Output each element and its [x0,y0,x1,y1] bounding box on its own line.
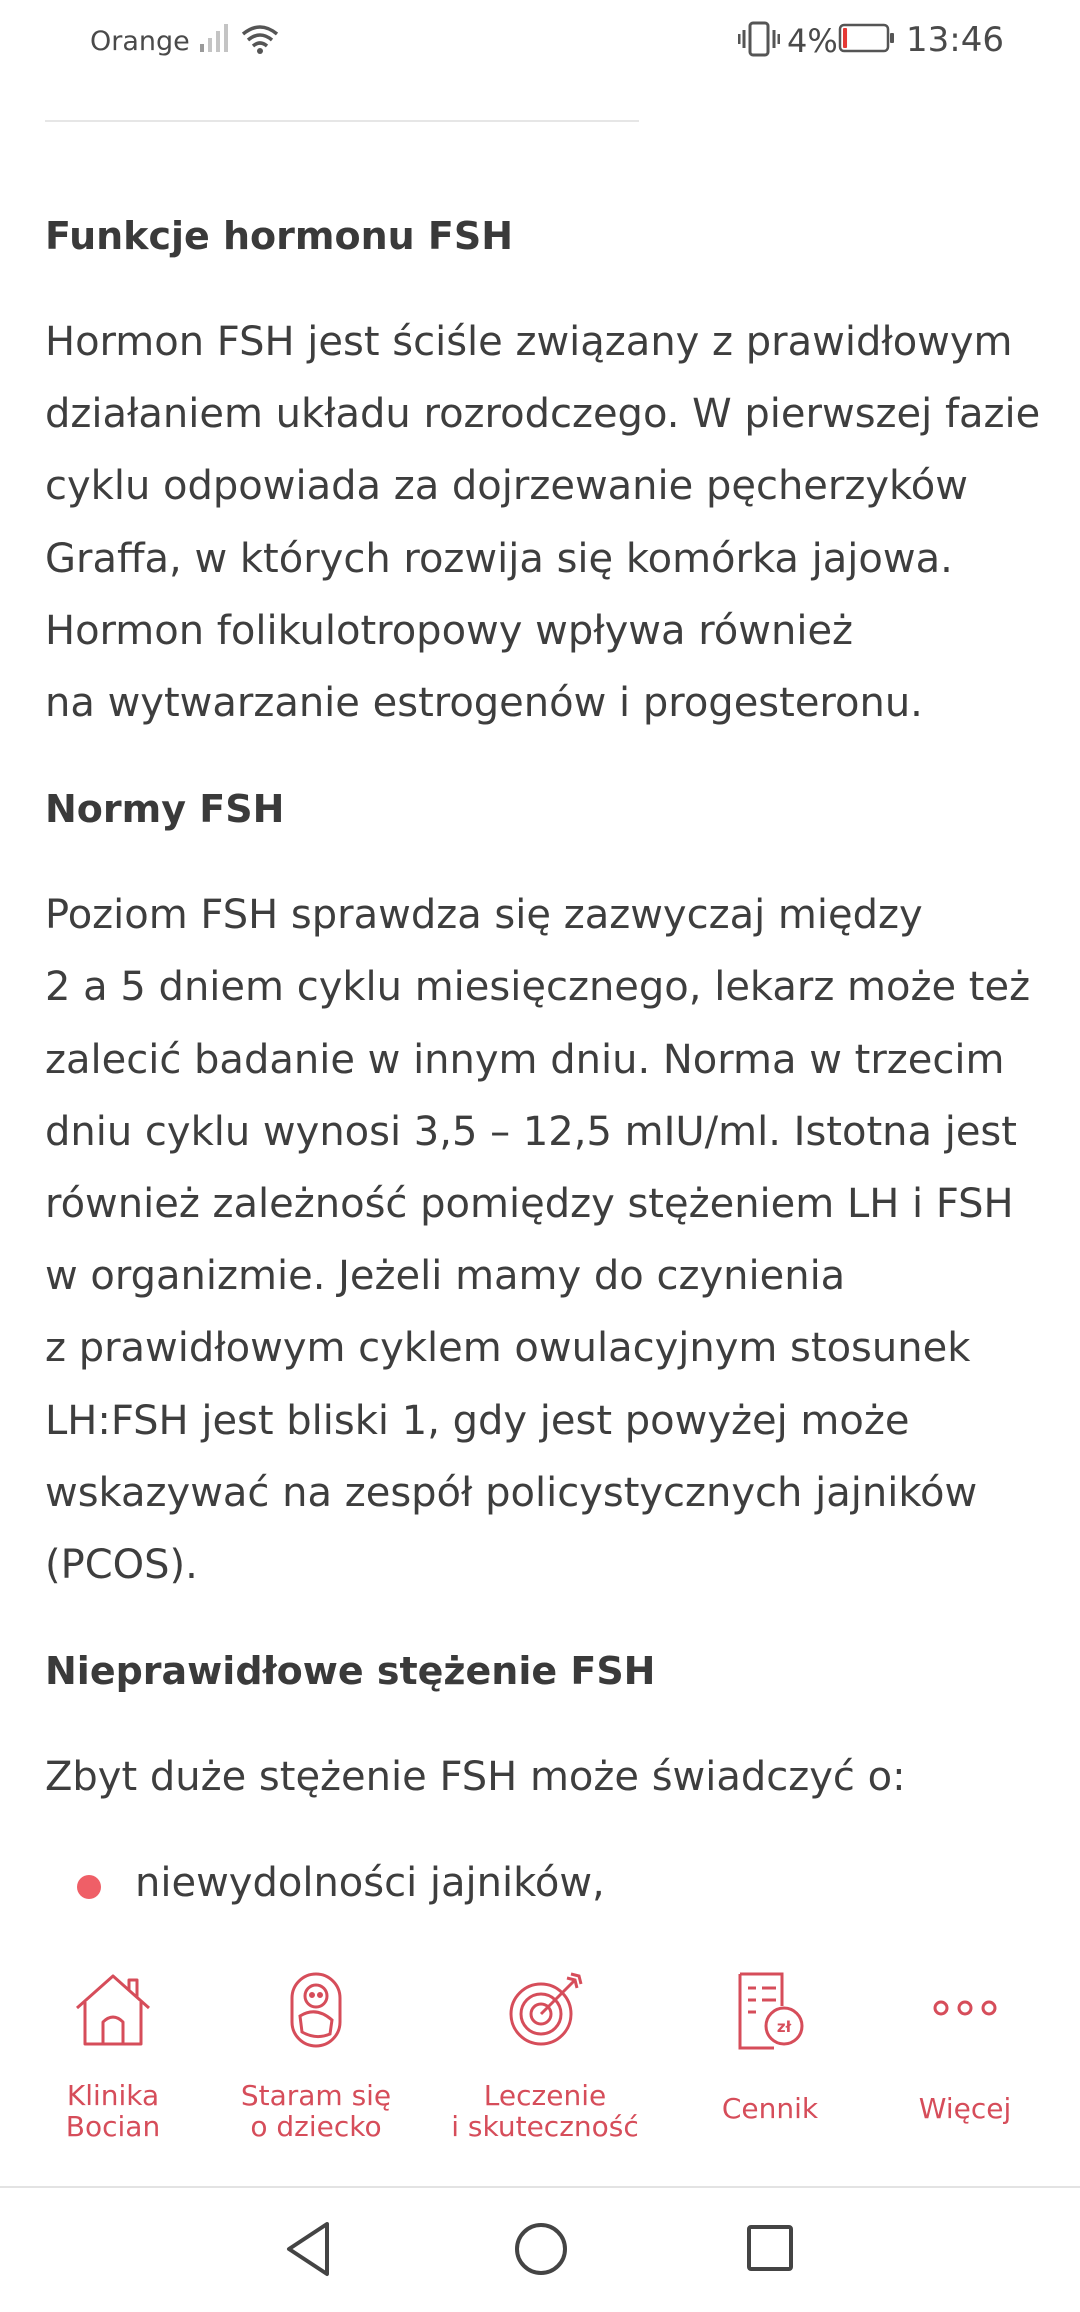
nav-item-wiecej[interactable] [870,1938,1060,2188]
paragraph-line: Poziom FSH sprawdza się zazwyczaj między [45,892,923,939]
nav-label: Klinika Bocian [65,2079,161,2143]
paragraph-line: na wytwarzanie estrogenów i progesteronu. [45,680,923,727]
nav-label: Więcej [918,2092,1012,2125]
paragraph [45,306,1045,739]
paragraph-line: LH:FSH jest bliski 1, gdy jest powyżej może [45,1397,910,1444]
target-icon [503,1968,587,2056]
divider [45,120,639,122]
signal-icon [198,22,232,58]
paragraph-line: Hormon FSH jest ściśle związany z prawidłowym [45,319,1013,365]
home-icon[interactable] [513,2220,569,2282]
bullet-dot-icon [77,1875,101,1899]
bottom-navigation [0,1938,1080,2188]
vibrate-icon [738,20,780,62]
paragraph-line: wskazywać na zespół policystycznych jajników [45,1469,978,1516]
paragraph-line: Zbyt duże stężenie FSH może świadczyć o: [45,1754,906,1801]
nav-item-cennik[interactable] [680,1938,860,2188]
svg-text:zł: zł [776,2018,792,2036]
section-heading: Funkcje hormonu FSH [45,214,514,258]
wifi-icon [240,22,280,60]
bullet-list [45,1847,1045,1919]
nav-item-leczenie[interactable] [430,1938,660,2188]
battery-icon [838,22,896,58]
system-navigation-bar [0,2190,1080,2312]
clock: 13:46 [906,20,1004,60]
back-icon[interactable] [283,2220,333,2282]
article-content [45,200,1045,1919]
paragraph-line: działaniem układu rozrodczego. W pierwszej fazie [45,391,1041,438]
nav-item-klinika-bocian[interactable] [0,1938,226,2188]
carrier-name: Orange [90,26,190,57]
paragraph-line: zalecić badanie w innym dniu. Norma w trzecim [45,1036,1005,1083]
nav-label: Staram się o dziecko [240,2079,392,2143]
house-icon [71,1968,155,2056]
section-heading: Normy FSH [45,787,285,832]
price-list-icon [728,1968,812,2056]
battery-percent: 4% [787,22,838,60]
paragraph-line: 2 a 5 dniem cyklu miesięcznego, lekarz może też [45,964,1031,1011]
nav-label: Cennik [721,2092,819,2125]
paragraph-line: z prawidłowym cyklem owulacyjnym stosunek [45,1325,971,1372]
more-dots-icon [923,1968,1007,2056]
paragraph-line: dniu cyklu wynosi 3,5 – 12,5 mIU/ml. Istotna jest [45,1108,1017,1155]
list-item-text: niewydolności jajników, [135,1860,605,1907]
status-bar [0,0,1080,82]
section-heading: Nieprawidłowe stężenie FSH [45,1649,656,1694]
paragraph-line: Hormon folikulotropowy wpływa również [45,607,854,654]
paragraph-line: cyklu odpowiada za dojrzewanie pęcherzyków [45,463,968,510]
baby-icon [274,1968,358,2056]
paragraph-line: Graffa, w których rozwija się komórka jajowa. [45,535,953,582]
list-item [45,1847,1045,1919]
paragraph-line: (PCOS). [45,1542,198,1589]
paragraph-line: w organizmie. Jeżeli mamy do czynienia [45,1253,846,1300]
paragraph-line: również zależność pomiędzy stężeniem LH i FSH [45,1181,1014,1228]
nav-label: Leczenie i skuteczność [451,2079,639,2143]
recents-icon[interactable] [744,2220,796,2282]
paragraph [45,879,1045,1601]
paragraph [45,1741,1045,1813]
nav-item-staram-sie[interactable] [226,1938,406,2188]
